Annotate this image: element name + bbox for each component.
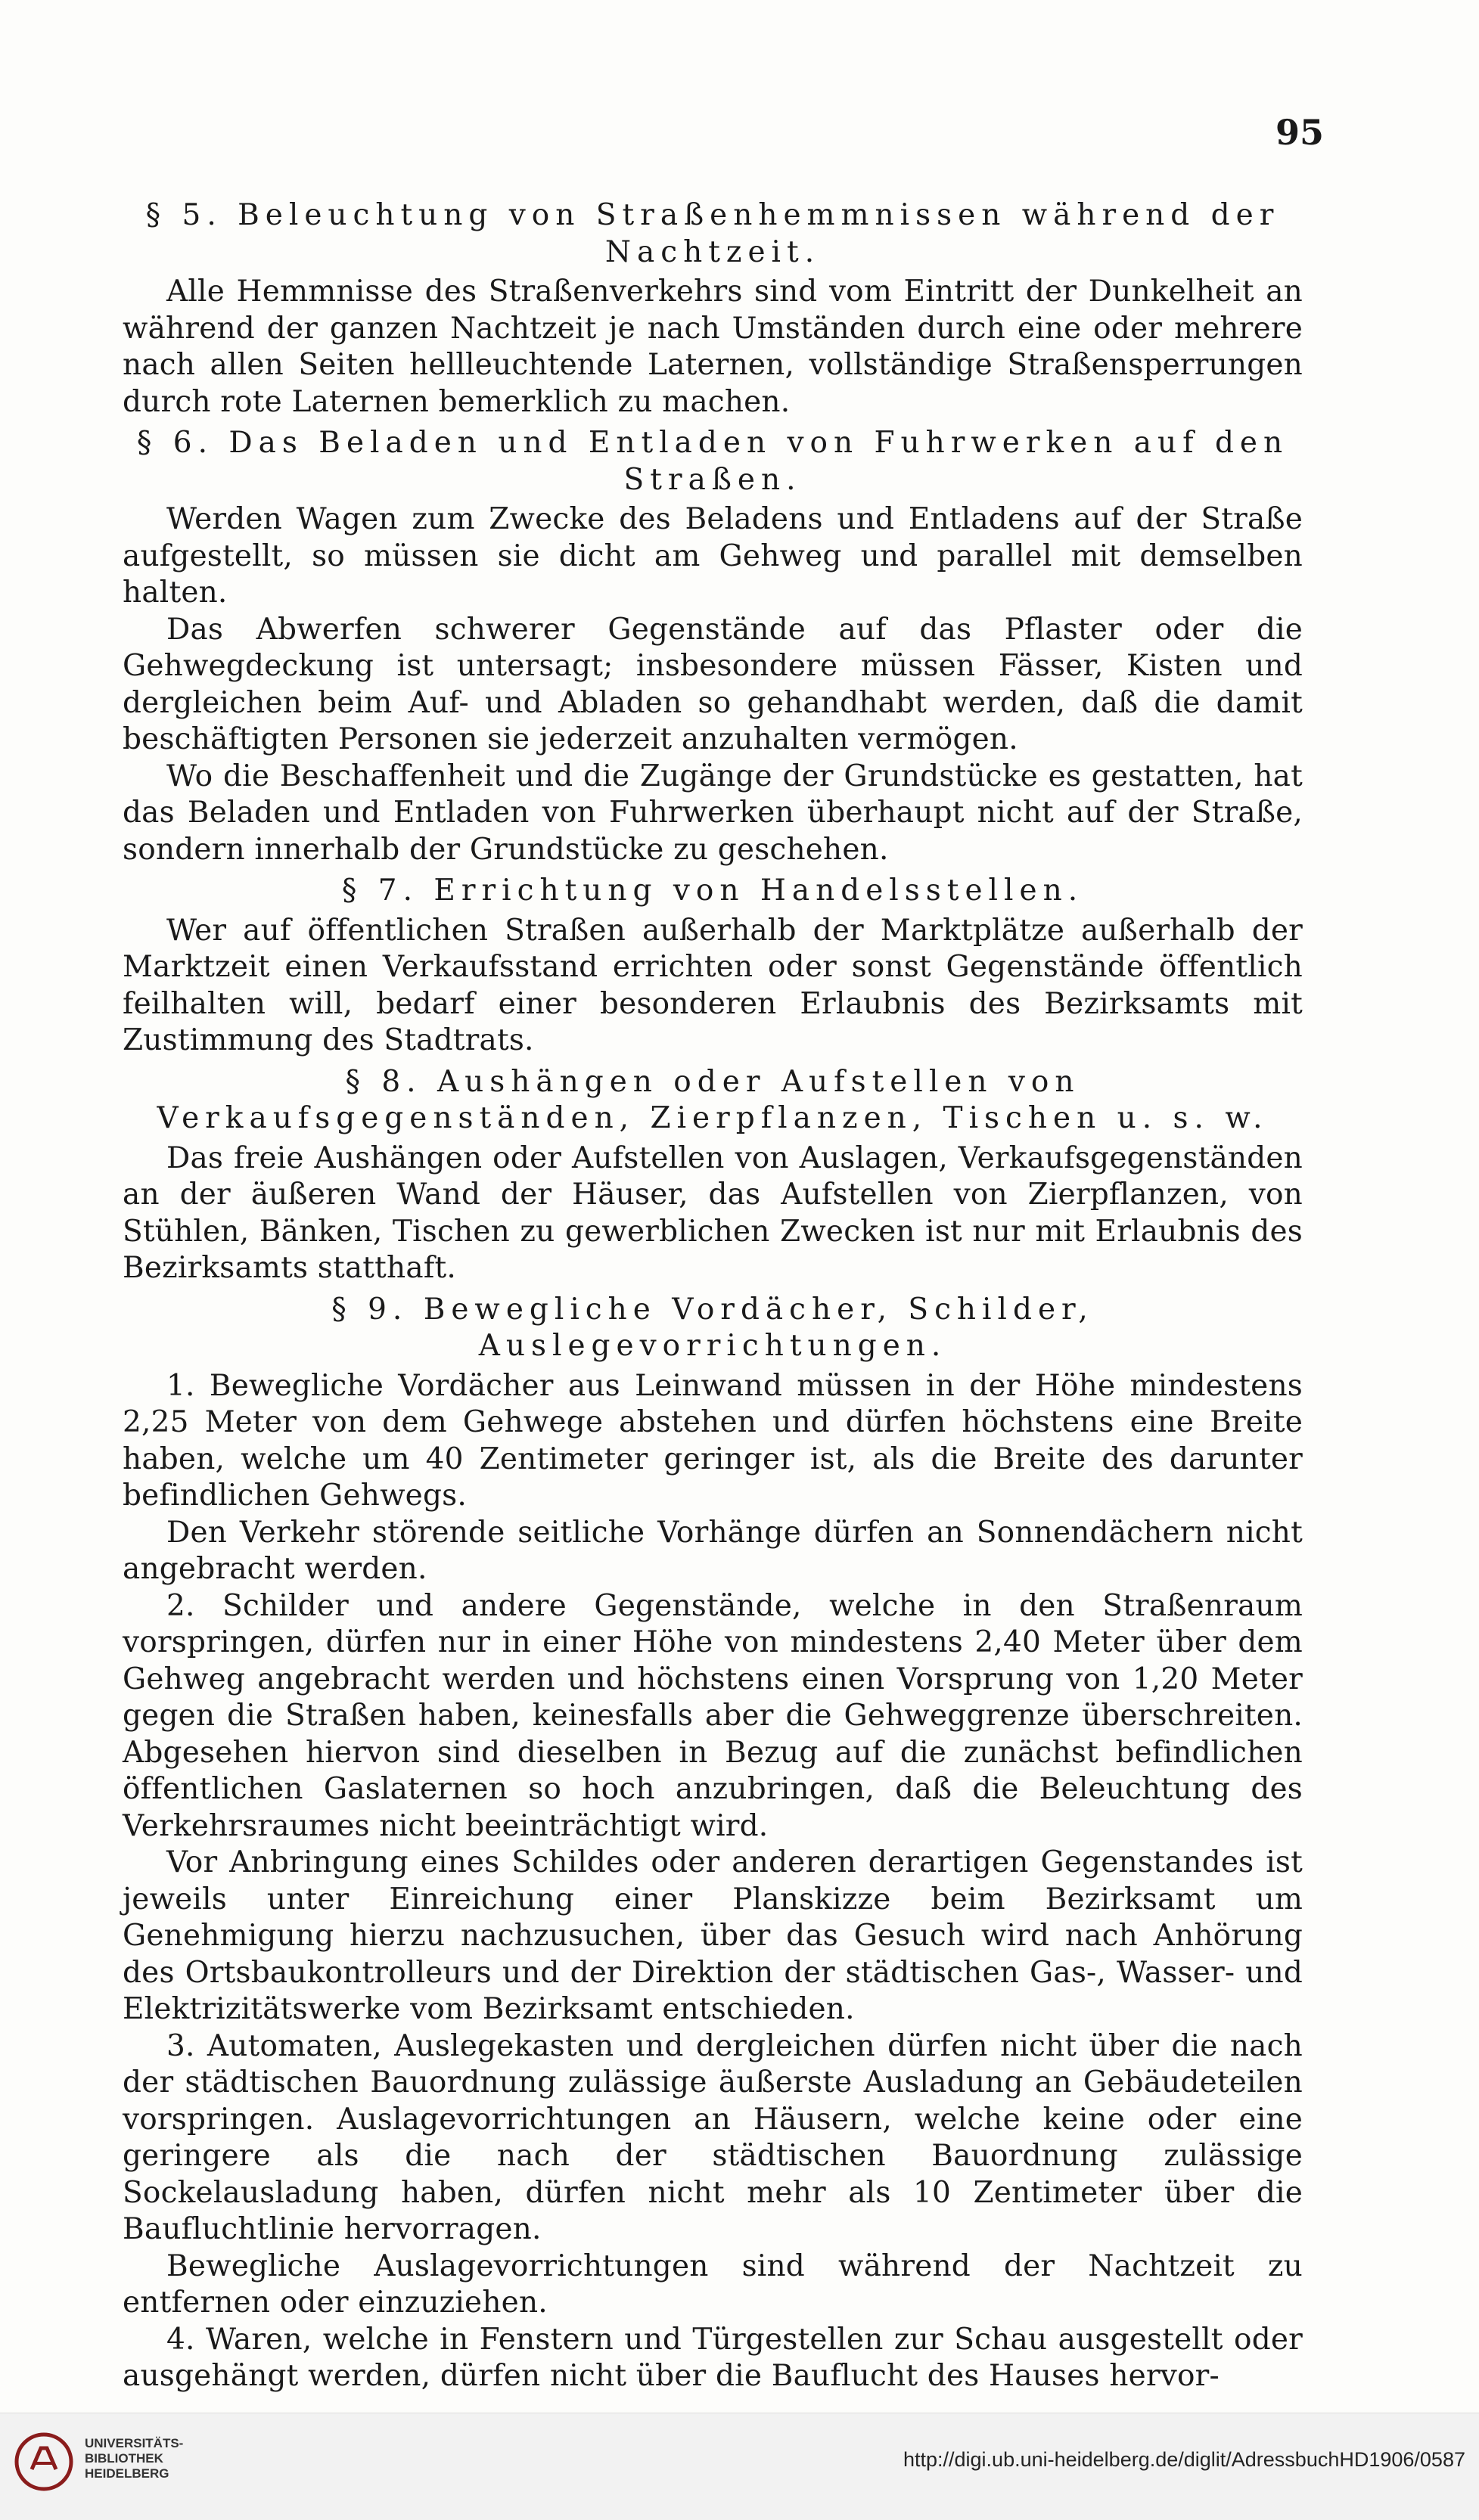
paragraph: Alle Hemmnisse des Straßenverkehrs sind vom Eintritt der Dunkelheit an während der ganzen Nachtzeit je nach Umständen durch eine oder mehrere nach allen Seiten hellleuchtende Laternen, vollständige Straßensperrungen durch rote Laternen bemerklich zu machen. — [123, 275, 1303, 419]
institution-line: HEIDELBERG — [85, 2466, 169, 2481]
paragraph: Werden Wagen zum Zwecke des Beladens und Entladens auf der Straße aufgestellt, so müssen sie dicht am Gehweg und parallel mit demselben halten. — [123, 502, 1303, 610]
paragraph: Das Abwerfen schwerer Gegenstände auf das Pflaster oder die Gehwegdeckung ist untersagt; insbesondere müssen Fässer, Kisten und dergleichen beim Auf- und Abladen so gehandhabt werden, daß die damit beschäftigten Personen sie jederzeit anzuhalten vermögen. — [123, 612, 1303, 756]
university-seal-icon — [14, 2432, 74, 2492]
page-body — [123, 193, 1303, 2395]
section-title: § 9. Bewegliche Vordächer, Schilder, Auslegevorrichtungen. — [331, 1292, 1094, 1363]
section-title: § 5. Beleuchtung von Straßenhemmnissen während der Nachtzeit. — [145, 198, 1280, 269]
section-title: § 7. Errichtung von Handelsstellen. — [341, 874, 1084, 908]
section-title: § 8. Aushängen oder Aufstellen von Verkaufsgegenständen, Zierpflanzen, Tischen u. s. w. — [157, 1064, 1269, 1135]
paragraph: Wer auf öffentlichen Straßen außerhalb der Marktplätze außerhalb der Marktzeit einen Verkaufsstand errichten oder sonst Gegenstände öffentlich feilhalten will, bedarf einer besonderen Erlaubnis des Bezirksamts mit Zustimmung des Stadtrats. — [123, 913, 1303, 1057]
paragraph: 1. Bewegliche Vordächer aus Leinwand müssen in der Höhe mindestens 2,25 Meter von dem Gehwege abstehen und dürfen höchstens eine Breite haben, welche um 40 Zentimeter geringer ist, als die Breite des darunter befindlichen Gehwegs. — [123, 1368, 1303, 1513]
section-8 — [123, 1064, 1303, 1287]
section-7 — [123, 873, 1303, 1060]
paragraph: Bewegliche Auslagevorrichtungen sind während der Nachtzeit zu entfernen oder einzuziehen. — [123, 2248, 1303, 2320]
institution-line: BIBLIOTHEK — [85, 2451, 163, 2466]
section-6 — [123, 425, 1303, 868]
section-9 — [123, 1292, 1303, 2395]
paragraph: 4. Waren, welche in Fenstern und Türgestellen zur Schau ausgestellt oder ausgehängt werden, dürfen nicht über die Bauflucht des Hauses hervor- — [123, 2322, 1303, 2393]
section-title: § 6. Das Beladen und Entladen von Fuhrwerken auf den Straßen. — [136, 426, 1289, 497]
paragraph: 2. Schilder und andere Gegenstände, welche in den Straßenraum vorspringen, dürfen nur in einer Höhe von mindestens 2,40 Meter über dem Gehweg angebracht werden und höchstens einen Vorsprung von 1,20 Meter gegen die Straßen haben, keinesfalls aber die Gehweggrenze überschreiten. Abgesehen hiervon sind dieselben in Bezug auf die zunächst befindlichen öffentlichen Gaslaternen so hoch anzubringen, daß die Beleuchtung des Verkehrsraumes nicht beeinträchtigt wird. — [123, 1588, 1303, 1843]
paragraph: Wo die Beschaffenheit und die Zugänge der Grundstücke es gestatten, hat das Beladen und Entladen von Fuhrwerken überhaupt nicht auf der Straße, sondern innerhalb der Grundstücke zu geschehen. — [123, 759, 1303, 867]
institution-name — [85, 2436, 183, 2481]
paragraph: Vor Anbringung eines Schildes oder anderen derartigen Gegenstandes ist jeweils unter Einreichung einer Planskizze beim Bezirksamt um Genehmigung hierzu nachzusuchen, über das Gesuch wird nach Anhörung des Ortsbaukontrolleurs und der Direktion der städtischen Gas-, Wasser- und Elektrizitätswerke vom Bezirksamt entschieden. — [123, 1845, 1303, 2026]
footer-bar — [0, 2413, 1479, 2520]
paragraph: Den Verkehr störende seitliche Vorhänge dürfen an Sonnendächern nicht angebracht werden. — [123, 1515, 1303, 1586]
source-url-link[interactable]: http://digi.ub.uni-heidelberg.de/diglit/AdressbuchHD1906/0587 — [903, 2448, 1465, 2471]
paragraph: 3. Automaten, Auslegekasten und dergleichen dürfen nicht über die nach der städtischen Bauordnung zulässige äußerste Ausladung an Gebäudeteilen vorspringen. Auslagevorrichtungen an Häusern, welche keine oder eine geringere als die nach der städtischen Bauordnung zulässige Sockelausladung haben, dürfen nicht mehr als 10 Zentimeter über die Baufluchtlinie hervorragen. — [123, 2028, 1303, 2246]
section-5 — [123, 197, 1303, 421]
paragraph: Das freie Aushängen oder Aufstellen von Auslagen, Verkaufsgegenständen an der äußeren Wand der Häuser, das Aufstellen von Zierpflanzen, von Stühlen, Bänken, Tischen zu gewerblichen Zwecken ist nur mit Erlaubnis des Bezirksamts statthaft. — [123, 1141, 1303, 1285]
institution-line: UNIVERSITÄTS- — [85, 2436, 184, 2450]
page-number: 95 — [1275, 112, 1324, 153]
